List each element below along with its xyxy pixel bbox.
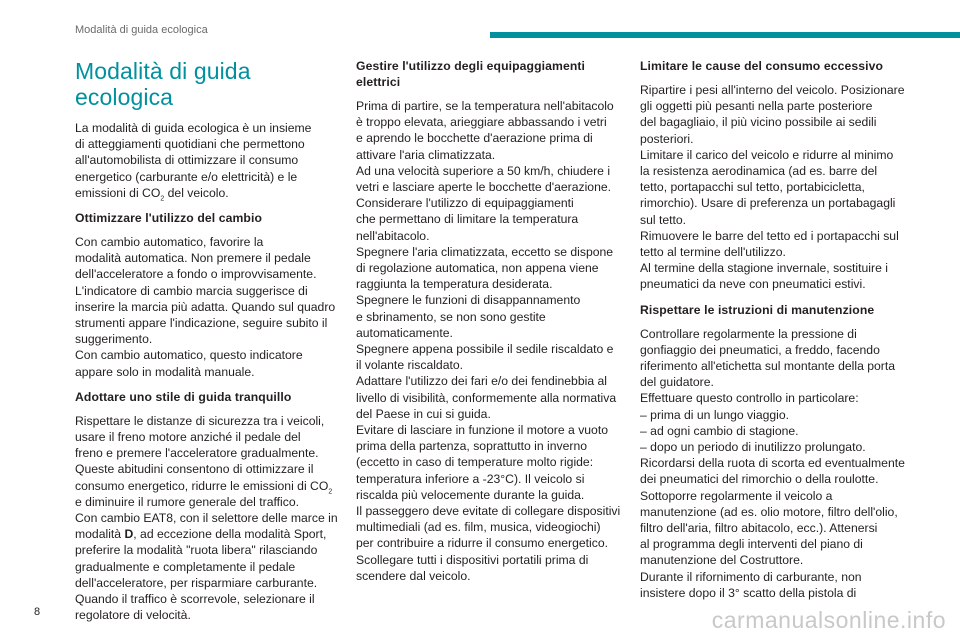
section-heading-driving-style: Adottare uno stile di guida tranquillo	[75, 389, 292, 404]
section-body-electrical-equipment: Prima di partire, se la temperatura nell'abitacolo è troppo elevata, arieggiare abbassando i vetri e aprendo le bocchette d'aerazione prima di attivare l'aria climatizzata. Ad una velocità superiore a 50 km/h, chiudere i vetri e lasciare aperte le bocchette d'aerazione. Considerare l'utilizzo di equipaggiamenti che permettano di limitare la temperatura nell'abitacolo. Spegnere l'aria climatizzata, eccetto se dispone di regolazione automatica, non appena viene raggiunta la temperatura desiderata. Spegnere le funzioni di disappannamento e sbrinamento, se non sono gestite automaticamente. Spegnere appena possibile il sedile riscaldato e il volante riscaldato. Adattare l'utilizzo dei fari e/o dei fendinebbia al livello di visibilità, conformemente alla normativa del Paese in cui si guida. Evitare di lasciare in funzione il motore a vuoto prima della partenza, soprattutto in inverno (eccetto in caso di temperature molto rigide: temperatura inferiore a -23°C). Il veicolo si riscalda più velocemente durante la guida. Il passeggero deve evitate di collegare dispositivi multimediali (ad es. film, musica, videogiochi) per contribuire a ridurre il consumo energetico. Scollegare tutti i dispositivi portatili prima di scendere dal veicolo.	[356, 99, 621, 583]
page-number: 8	[34, 606, 41, 618]
running-header: Modalità di guida ecologica	[75, 24, 208, 36]
page-title	[75, 58, 343, 110]
watermark: carmanualsonline.info	[711, 607, 946, 633]
section-body-excess-consumption: Ripartire i pesi all'interno del veicolo. Posizionare gli oggetti più pesanti nella parte posteriore del bagagliaio, il più vicino possibile ai sedili posteriori. Limitare il carico del veicolo e ridurre al minimo la resistenza aerodinamica (ad es. barre del tetto, portapacchi sul tetto, portabicicletta, rimorchio). Usare di preferenza un portabagagli sul tetto. Rimuovere le barre del tetto ed i portapacchi sul tetto al termine dell'utilizzo. Al termine della stagione invernale, sostituire i pneumatici da neve con pneumatici estivi.	[640, 83, 905, 292]
column-middle	[356, 58, 624, 593]
section-body-maintenance: Controllare regolarmente la pressione di gonfiaggio dei pneumatici, a freddo, facendo riferimento all'etichetta sul montante della porta del guidatore. Effettuare questo controllo in particolare: – prima di un lungo viaggio. – ad ogni cambio di stagione. – dopo un periodo di inutilizzo prolungato. Ricordarsi della ruota di scorta ed eventualmente dei pneumatici del rimorchio o della roulotte. Sottoporre regolarmente il veicolo a manutenzione (ad es. olio motore, filtro dell'olio, filtro dell'aria, filtro abitacolo, ecc.). Attenersi al programma degli interventi del piano di manutenzione del Costruttore. Durante il rifornimento di carburante, non insistere dopo il 3° scatto della pistola di	[640, 326, 905, 600]
page-title-line-2: ecologica	[75, 84, 174, 110]
section-heading-maintenance: Rispettare le istruzioni di manutenzione	[640, 302, 875, 317]
column-right	[640, 58, 912, 610]
intro-paragraph: La modalità di guida ecologica è un insieme di atteggiamenti quotidiani che permettono all'automobilista di ottimizzare il consumo energetico (carburante e/o elettricità) e le emissioni di $CO_2$ del veicolo.	[75, 121, 312, 203]
section-heading-excess-consumption: Limitare le cause del consumo eccessivo	[640, 59, 884, 73]
section-body-gearbox: Con cambio automatico, favorire la modalità automatica. Non premere il pedale dell'acceleratore a fondo o improvvisamente. L'indicatore di cambio marcia suggerisce di inserire la marcia più adatta. Quando sul quadro strumenti appare l'indicazione, seguire subito il suggerimento. Con cambio automatico, questo indicatore appare solo in modalità manuale.	[75, 235, 336, 379]
header-accent-bar	[490, 32, 960, 38]
section-body-driving-style: Rispettare le distanze di sicurezza tra i veicoli, usare il freno motore anziché il pedale del freno e premere l'acceleratore gradualmente. Queste abitudini consentono di ottimizzare il consumo energetico, ridurre le emissioni di $CO_2$ e diminuire il rumore generale del traffico. Con cambio EAT8, con il selettore delle marce in modalità D, ad eccezione della modalità Sport, preferire la modalità "ruota libera" rilasciando gradualmente e completamente il pedale dell'acceleratore, per risparmiare carburante. Quando il traffico è scorrevole, selezionare il regolatore di velocità.	[75, 413, 338, 623]
section-heading-electrical-equipment: Gestire l'utilizzo degli equipaggiamenti elettrici	[356, 59, 586, 89]
section-heading-gearbox: Ottimizzare l'utilizzo del cambio	[75, 211, 263, 226]
page-title-line-1: Modalità di guida	[75, 58, 251, 84]
column-left	[75, 58, 343, 632]
